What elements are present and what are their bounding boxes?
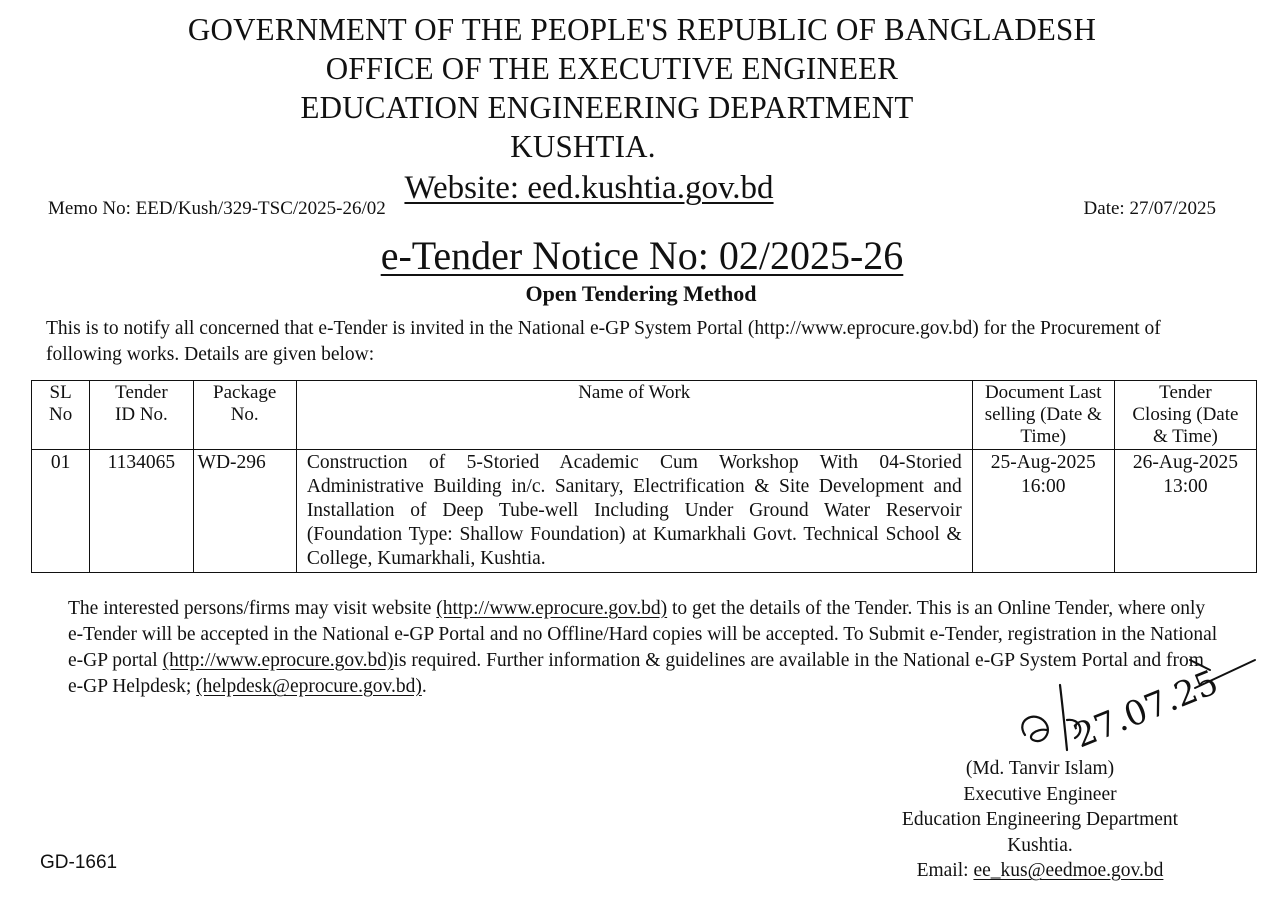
- eprocure-link-2: (http://www.eprocure.gov.bd): [162, 650, 394, 671]
- header-line-government: GOVERNMENT OF THE PEOPLE'S REPUBLIC OF BANGLADESH: [187, 11, 1097, 48]
- memo-date: Date: 27/07/2025: [1083, 198, 1216, 219]
- cell-tender-id: 1134065: [90, 450, 193, 573]
- signatory-email: ee_kus@eedmoe.gov.bd: [973, 860, 1164, 881]
- header-doc-line1: Document Last: [984, 382, 1102, 403]
- cell-name-of-work: Construction of 5-Storied Academic Cum Workshop With 04-Storied Administrative Building in/c. Sanitary, Electrification & Site Development and Installation of Deep Tube-well Including Under Ground Water Reservoir (Foundation Type: Shallow Foundation) at Kumarkhali Govt. Technical School & College, Kumarkhali, Kushtia.: [296, 450, 972, 573]
- header-document-selling: [972, 381, 1114, 450]
- cell-tender-closing: [1114, 450, 1256, 573]
- footer-code: GD-1661: [40, 852, 118, 873]
- header-pkg-line1: Package: [213, 382, 277, 403]
- instructions-text-1: The interested persons/firms may visit website: [68, 598, 437, 619]
- letterhead: [0, 10, 1286, 210]
- signature-date: 27.07.25: [1068, 662, 1224, 757]
- header-sl-line2: No: [49, 404, 73, 425]
- header-tender-closing: [1114, 381, 1256, 450]
- helpdesk-email-link: (helpdesk@eprocure.gov.bd): [196, 676, 422, 697]
- tendering-method: [0, 281, 1286, 307]
- table-row: [32, 450, 1257, 573]
- header-id-line2: ID No.: [115, 404, 168, 425]
- instructions-text-4: .: [421, 676, 427, 697]
- header-doc-line2: selling (Date &: [984, 404, 1102, 425]
- header-tender-id: [90, 381, 193, 450]
- header-pkg-line2: No.: [230, 404, 259, 425]
- header-close-line1: Tender: [1159, 382, 1212, 403]
- header-name-of-work: Name of Work: [296, 381, 972, 450]
- tendering-method-text: Open Tendering Method: [525, 281, 757, 306]
- memo-number: Memo No: EED/Kush/329-TSC/2025-26/02: [48, 198, 386, 219]
- header-sl-no: [32, 381, 90, 450]
- signatory-place: Kushtia.: [1007, 834, 1073, 856]
- instructions-text-2: to get the details of the Tender. This is an Online Tender, where only e-Tender will be accepted in the National e-GP Portal and no Offline/Hard copies will be accepted. To Submit e-Tender, registration in the National e-GP portal: [68, 598, 1218, 671]
- header-website: Website: eed.kushtia.gov.bd: [404, 170, 774, 206]
- header-line-department: EDUCATION ENGINEERING DEPARTMENT: [300, 89, 914, 126]
- handwritten-signature: [1005, 640, 1265, 760]
- header-line-district: KUSHTIA.: [510, 128, 656, 165]
- cell-doc-date: 25-Aug-2025: [990, 452, 1096, 473]
- email-label: Email:: [916, 860, 974, 881]
- cell-package: WD-296: [193, 450, 296, 573]
- cell-close-date: 26-Aug-2025: [1132, 452, 1238, 473]
- notice-title-text: e-Tender Notice No: 02/2025-26: [380, 233, 904, 278]
- cell-document-selling: [972, 450, 1114, 573]
- header-sl-line1: SL: [49, 382, 72, 403]
- signatory-department: Education Engineering Department: [901, 809, 1179, 830]
- cell-doc-time: 16:00: [1021, 476, 1066, 497]
- header-doc-line3: Time): [1020, 426, 1067, 447]
- header-close-line3: & Time): [1152, 426, 1218, 447]
- header-package-no: [193, 381, 296, 450]
- signatory-title: Executive Engineer: [963, 783, 1117, 805]
- cell-sl: 01: [32, 450, 90, 573]
- cell-close-time: 13:00: [1163, 476, 1208, 497]
- header-id-line1: Tender: [115, 382, 168, 403]
- tender-table: [31, 380, 1257, 573]
- notice-title: [0, 232, 1286, 280]
- header-close-line2: Closing (Date: [1132, 404, 1239, 425]
- header-line-office: OFFICE OF THE EXECUTIVE ENGINEER: [325, 50, 899, 87]
- signatory-block: [870, 756, 1210, 884]
- signatory-email-line: [870, 858, 1210, 884]
- eprocure-link-1: (http://www.eprocure.gov.bd): [436, 598, 668, 619]
- table-header-row: [32, 381, 1257, 450]
- intro-paragraph: This is to notify all concerned that e-Tender is invited in the National e-GP System Portal (http://www.eprocure.gov.bd) for the Procurement of following works. Details are given below:: [46, 318, 1161, 365]
- instructions-text-3: is required. Further information & guidelines are available in the National e-GP System Portal and from e-GP Helpdesk;: [68, 650, 1204, 697]
- signatory-name: (Md. Tanvir Islam): [965, 758, 1115, 779]
